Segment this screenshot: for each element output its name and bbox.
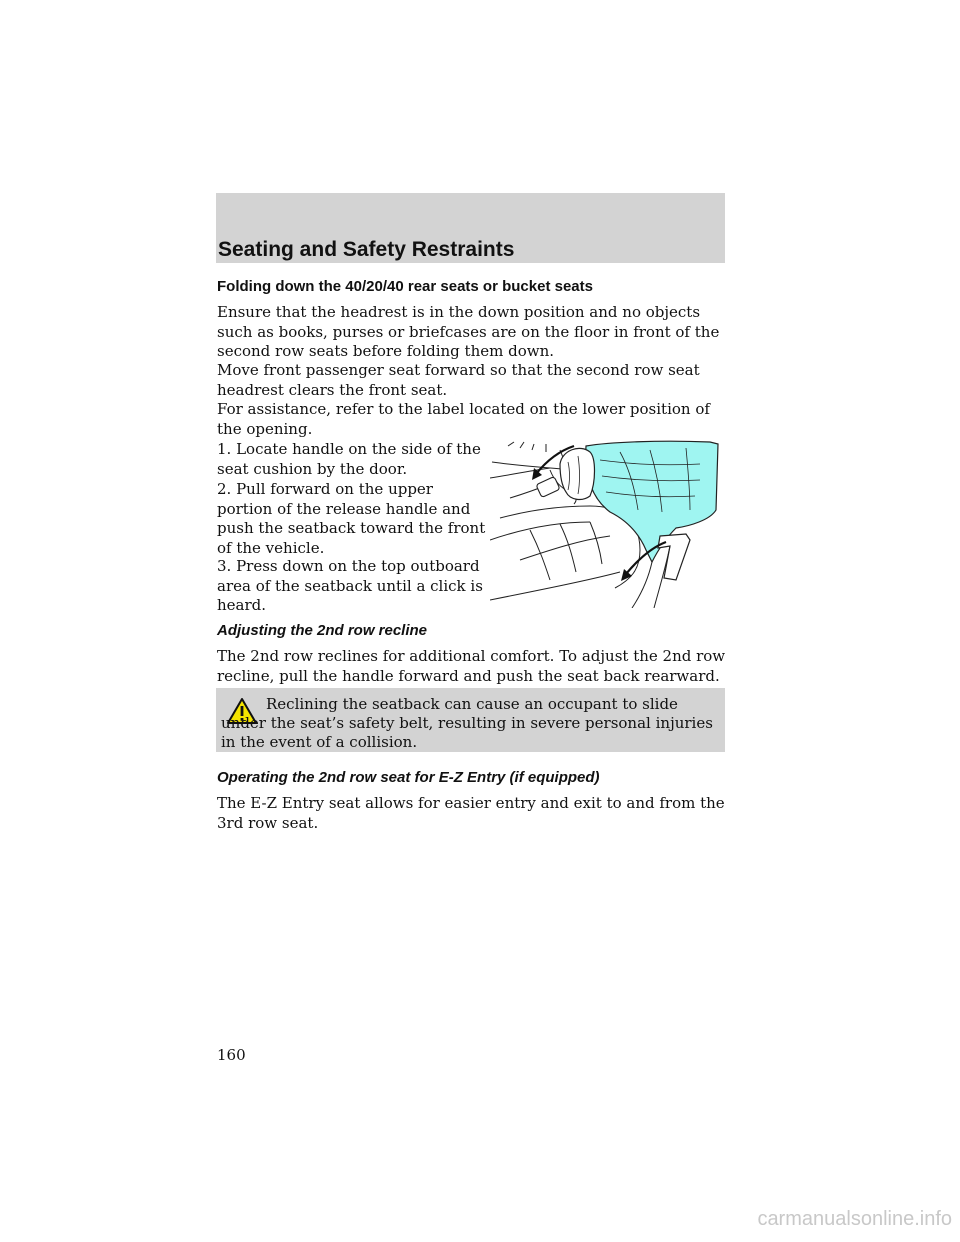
step-1: 1. Locate handle on the side of the seat cushion by the door. — [217, 440, 481, 478]
warning-text: Reclining the seatback can cause an occupant to slide under the seat’s safety belt, resulting in severe personal injuries in the event of a collision. — [221, 695, 713, 751]
paragraph-recline: The 2nd row reclines for additional comfort. To adjust the 2nd row recline, pull the handle forward and push the seat back rearward. — [217, 647, 726, 685]
heading-recline: Adjusting the 2nd row recline — [217, 622, 428, 639]
paragraph-ez-entry: The E-Z Entry seat allows for easier entry and exit to and from the 3rd row seat. — [217, 794, 725, 832]
heading-folding-seats: Folding down the 40/20/40 rear seats or bucket seats — [217, 278, 593, 295]
paragraph-front-seat: Move front passenger seat forward so that the second row seat headrest clears the front seat. — [217, 361, 700, 399]
page-number: 160 — [217, 1046, 246, 1064]
heading-ez-entry: Operating the 2nd row seat for E-Z Entry (if equipped) — [217, 769, 600, 786]
seat-folding-illustration — [490, 440, 726, 608]
paragraph-assistance: For assistance, refer to the label located on the lower position of the opening. — [217, 400, 710, 438]
watermark: carmanualsonline.info — [757, 1208, 952, 1230]
page-section-title: Seating and Safety Restraints — [218, 238, 515, 261]
step-2: 2. Pull forward on the upper portion of the release handle and push the seatback toward the front of the vehicle. — [217, 480, 486, 557]
paragraph-headrest: Ensure that the headrest is in the down position and no objects such as books, purses or briefcases are on the floor in front of the second row seats before folding them down. — [217, 303, 720, 360]
step-3: 3. Press down on the top outboard area of the seatback until a click is heard. — [217, 557, 483, 614]
